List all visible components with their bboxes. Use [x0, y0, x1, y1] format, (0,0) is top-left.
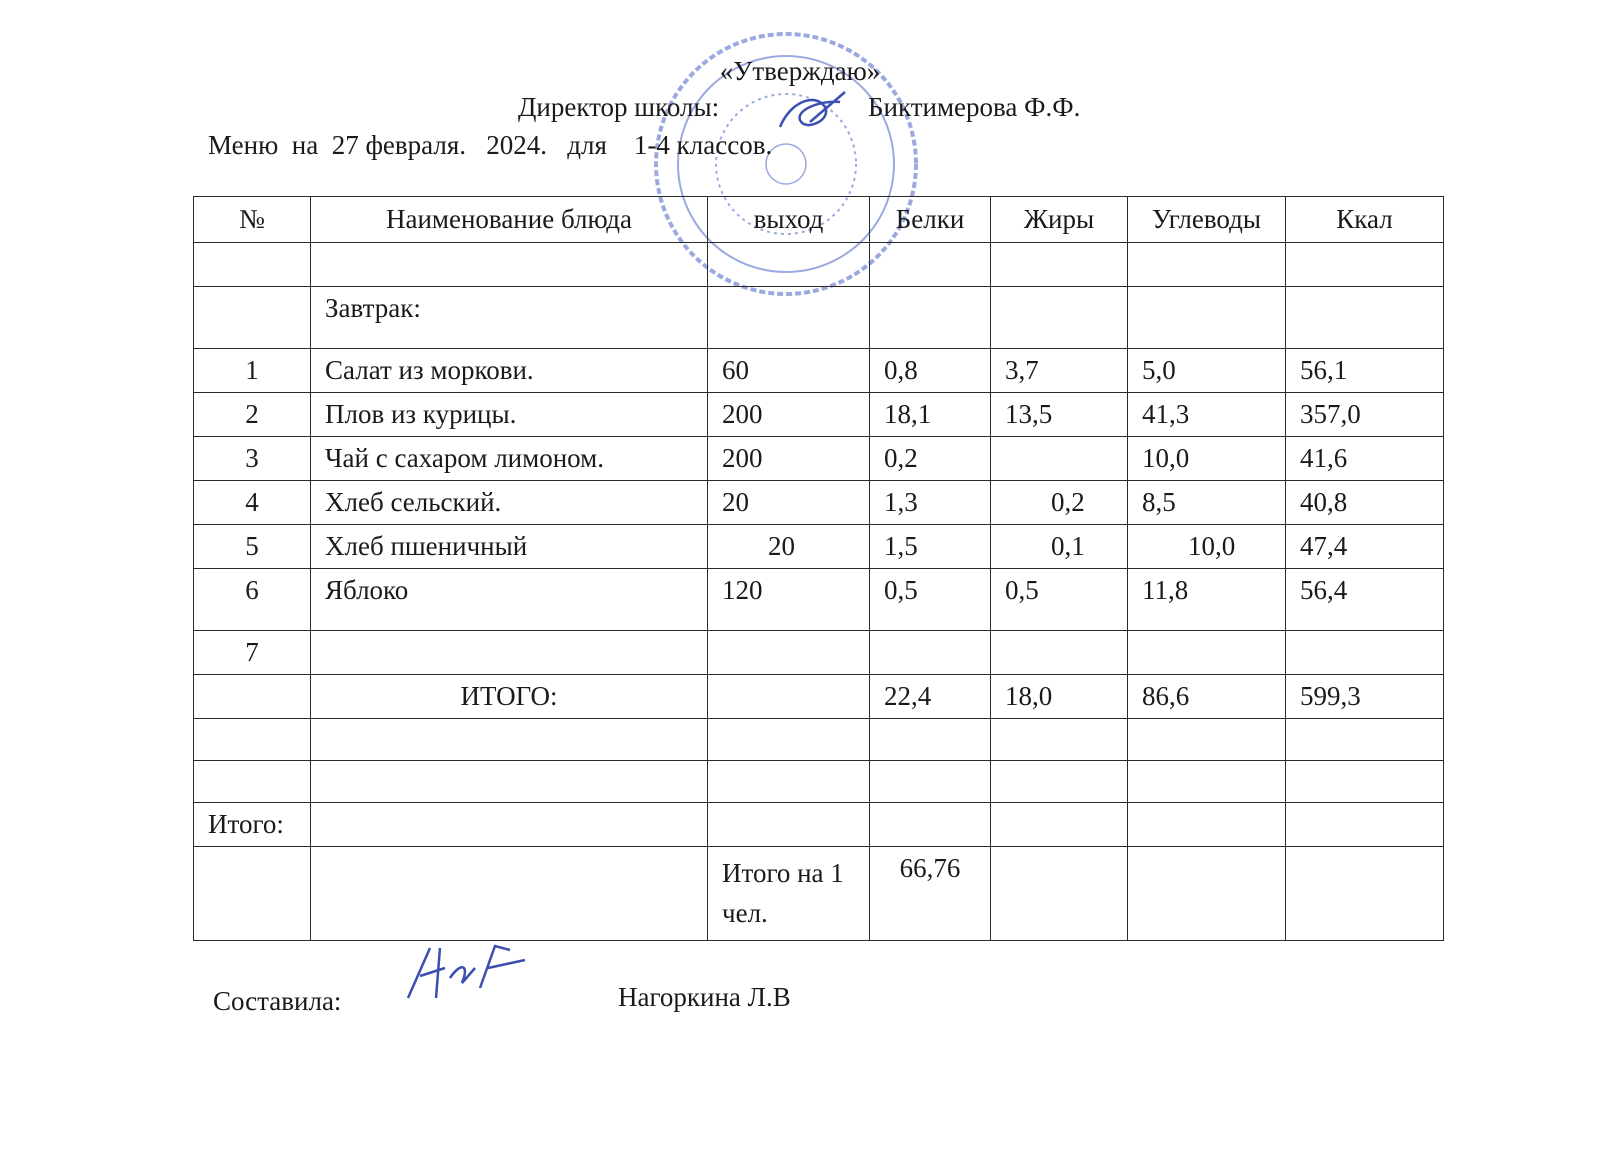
- total-fat: 18,0: [991, 675, 1128, 719]
- dish-kcal: 56,4: [1286, 569, 1444, 631]
- dish-name: Хлеб сельский.: [311, 481, 708, 525]
- total-kcal: 599,3: [1286, 675, 1444, 719]
- grand-total-label: Итого:: [194, 803, 311, 847]
- dish-carbs: 11,8: [1128, 569, 1286, 631]
- dish-protein: 0,8: [870, 349, 991, 393]
- dish-carbs: 10,0: [1128, 437, 1286, 481]
- empty-row: [194, 719, 1444, 761]
- compiled-label: Составила:: [213, 986, 342, 1016]
- dish-name: Яблоко: [311, 569, 708, 631]
- table-header-row: [194, 197, 1444, 243]
- table-row: [194, 393, 1444, 437]
- row-no: 4: [194, 481, 311, 525]
- dish-kcal: 56,1: [1286, 349, 1444, 393]
- per-person-row: [194, 847, 1444, 941]
- compiler-signature: [400, 938, 530, 1018]
- table-row: [194, 569, 1444, 631]
- row-no: 2: [194, 393, 311, 437]
- total-carbs: 86,6: [1128, 675, 1286, 719]
- dish-name: Плов из курицы.: [311, 393, 708, 437]
- dish-kcal: 47,4: [1286, 525, 1444, 569]
- col-header-fat: Жиры: [991, 197, 1128, 243]
- director-signature: [770, 82, 860, 142]
- dish-carbs: 10,0: [1128, 525, 1286, 569]
- section-label: Завтрак:: [311, 287, 708, 349]
- director-label: Директор школы:: [518, 92, 720, 122]
- dish-name: Салат из моркови.: [311, 349, 708, 393]
- dish-fat: 0,1: [991, 525, 1128, 569]
- dish-kcal: 40,8: [1286, 481, 1444, 525]
- dish-yield: 200: [708, 437, 870, 481]
- col-header-kcal: Ккал: [1286, 197, 1444, 243]
- empty-row: [194, 761, 1444, 803]
- compiled-name: Нагоркина Л.В: [618, 982, 791, 1012]
- dish-yield: 120: [708, 569, 870, 631]
- total-protein: 22,4: [870, 675, 991, 719]
- dish-protein: 18,1: [870, 393, 991, 437]
- row-no: 7: [194, 631, 311, 675]
- row-no: 5: [194, 525, 311, 569]
- dish-yield: 200: [708, 393, 870, 437]
- dish-yield: 20: [708, 525, 870, 569]
- dish-fat: 13,5: [991, 393, 1128, 437]
- director-name: Биктимерова Ф.Ф.: [868, 92, 1081, 122]
- menu-table: [193, 196, 1444, 941]
- table-row: [194, 631, 1444, 675]
- dish-yield: 20: [708, 481, 870, 525]
- section-row: [194, 287, 1444, 349]
- col-header-protein: Белки: [870, 197, 991, 243]
- dish-yield: 60: [708, 349, 870, 393]
- dish-name: Хлеб пшеничный: [311, 525, 708, 569]
- total-row: [194, 675, 1444, 719]
- dish-protein: 1,3: [870, 481, 991, 525]
- approve-title: «Утверждаю»: [719, 56, 881, 86]
- col-header-name: Наименование блюда: [311, 197, 708, 243]
- dish-protein: 0,2: [870, 437, 991, 481]
- empty-row: [194, 243, 1444, 287]
- per-person-value: 66,76: [870, 847, 991, 941]
- total-label: ИТОГО:: [311, 675, 708, 719]
- dish-carbs: 8,5: [1128, 481, 1286, 525]
- dish-protein: 0,5: [870, 569, 991, 631]
- table-row: [194, 525, 1444, 569]
- col-header-carbs: Углеводы: [1128, 197, 1286, 243]
- col-header-no: №: [194, 197, 311, 243]
- table-row: [194, 437, 1444, 481]
- grand-total-row: [194, 803, 1444, 847]
- dish-carbs: 5,0: [1128, 349, 1286, 393]
- dish-kcal: 41,6: [1286, 437, 1444, 481]
- menu-title: Меню на 27 февраля. 2024. для 1-4 классов.: [208, 130, 773, 160]
- dish-carbs: 41,3: [1128, 393, 1286, 437]
- table-row: [194, 349, 1444, 393]
- per-person-label: Итого на 1 чел.: [708, 847, 870, 941]
- col-header-yield: выход: [708, 197, 870, 243]
- table-row: [194, 481, 1444, 525]
- dish-fat: 0,2: [991, 481, 1128, 525]
- dish-name: Чай с сахаром лимоном.: [311, 437, 708, 481]
- dish-protein: 1,5: [870, 525, 991, 569]
- dish-fat: 0,5: [991, 569, 1128, 631]
- row-no: 6: [194, 569, 311, 631]
- dish-fat: 3,7: [991, 349, 1128, 393]
- row-no: 1: [194, 349, 311, 393]
- row-no: 3: [194, 437, 311, 481]
- dish-fat: [991, 437, 1128, 481]
- dish-kcal: 357,0: [1286, 393, 1444, 437]
